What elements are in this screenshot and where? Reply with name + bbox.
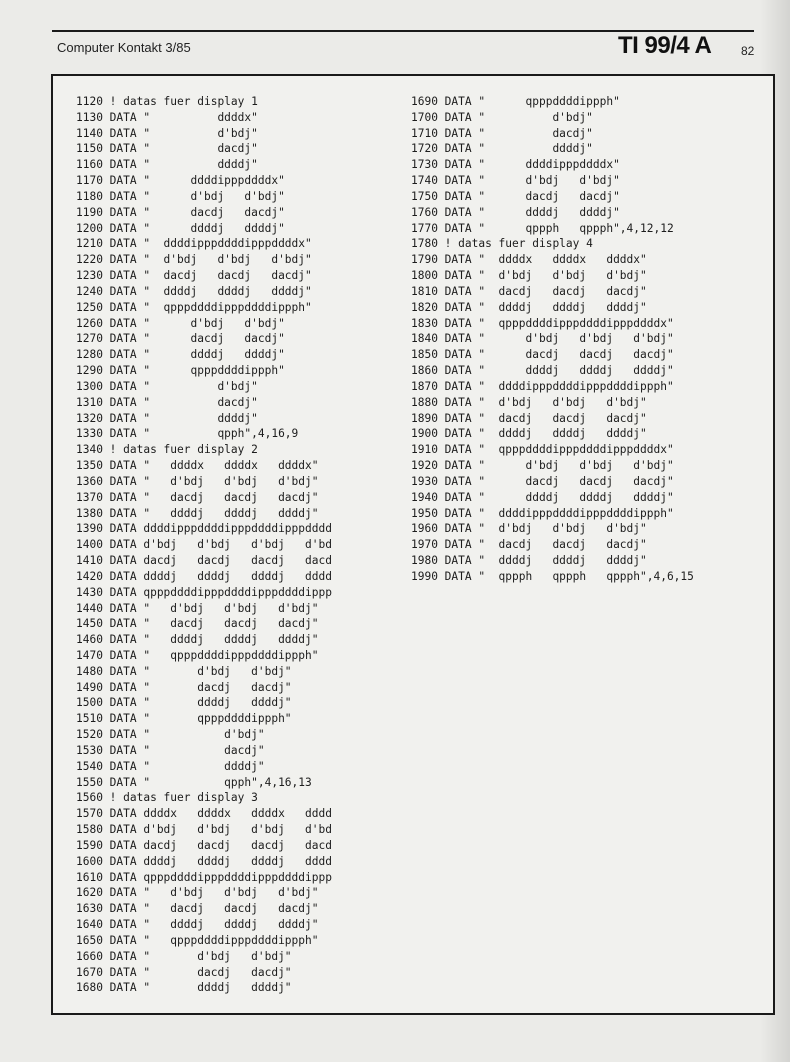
code-line: 1780 ! datas fuer display 4	[411, 237, 593, 251]
code-line: 1830 DATA " qpppddddipppddddipppddddx"	[411, 316, 674, 330]
code-line: 1440 DATA " d'bdj d'bdj d'bdj"	[76, 601, 319, 615]
code-line: 1990 DATA " qppph qppph qppph",4,6,15	[411, 569, 694, 583]
code-line: 1770 DATA " qppph qppph",4,12,12	[411, 221, 674, 235]
code-line: 1290 DATA " qpppddddippph"	[76, 364, 285, 378]
code-line: 1640 DATA " ddddj ddddj ddddj"	[76, 918, 319, 932]
code-line: 1160 DATA " ddddj"	[76, 158, 258, 172]
code-line: 1470 DATA " qpppddddipppddddippph"	[76, 648, 319, 662]
code-line: 1980 DATA " ddddj ddddj ddddj"	[411, 554, 647, 568]
code-line: 1460 DATA " ddddj ddddj ddddj"	[76, 633, 319, 647]
code-line: 1710 DATA " dacdj"	[411, 126, 593, 140]
code-line: 1910 DATA " qpppddddipppddddipppddddx"	[411, 443, 674, 457]
code-line: 1340 ! datas fuer display 2	[76, 443, 258, 457]
code-line: 1220 DATA " d'bdj d'bdj d'bdj"	[76, 253, 312, 267]
code-line: 1800 DATA " d'bdj d'bdj d'bdj"	[411, 269, 647, 283]
code-line: 1170 DATA " ddddipppddddx"	[76, 174, 285, 188]
code-line: 1150 DATA " dacdj"	[76, 142, 258, 156]
code-line: 1200 DATA " ddddj ddddj"	[76, 221, 285, 235]
code-line: 1180 DATA " d'bdj d'bdj"	[76, 189, 285, 203]
code-line: 1660 DATA " d'bdj d'bdj"	[76, 949, 292, 963]
code-line: 1940 DATA " ddddj ddddj ddddj"	[411, 490, 674, 504]
code-line: 1610 DATA qpppddddipppddddipppddddippp	[76, 870, 332, 884]
code-line: 1210 DATA " ddddipppddddipppddddx"	[76, 237, 312, 251]
code-line: 1890 DATA " dacdj dacdj dacdj"	[411, 411, 647, 425]
code-line: 1690 DATA " qpppddddippph"	[411, 95, 620, 108]
code-line: 1720 DATA " ddddj"	[411, 142, 593, 156]
code-line: 1250 DATA " qpppddddipppddddippph"	[76, 300, 312, 314]
code-line: 1140 DATA " d'bdj"	[76, 126, 258, 140]
code-line: 1500 DATA " ddddj ddddj"	[76, 696, 292, 710]
code-line: 1900 DATA " ddddj ddddj ddddj"	[411, 427, 647, 441]
code-line: 1670 DATA " dacdj dacdj"	[76, 965, 292, 979]
code-line: 1760 DATA " ddddj ddddj"	[411, 205, 620, 219]
code-line: 1530 DATA " dacdj"	[76, 743, 265, 757]
code-line: 1810 DATA " dacdj dacdj dacdj"	[411, 284, 647, 298]
code-line: 1420 DATA ddddj ddddj ddddj dddd	[76, 569, 332, 583]
code-line: 1230 DATA " dacdj dacdj dacdj"	[76, 269, 312, 283]
code-line: 1840 DATA " d'bdj d'bdj d'bdj"	[411, 332, 674, 346]
code-line: 1410 DATA dacdj dacdj dacdj dacd	[76, 554, 332, 568]
code-line: 1580 DATA d'bdj d'bdj d'bdj d'bd	[76, 823, 332, 837]
code-line: 1320 DATA " ddddj"	[76, 411, 258, 425]
code-line: 1570 DATA ddddx ddddx ddddx dddd	[76, 807, 332, 821]
code-line: 1300 DATA " d'bdj"	[76, 379, 258, 393]
code-line: 1930 DATA " dacdj dacdj dacdj"	[411, 474, 674, 488]
code-line: 1350 DATA " ddddx ddddx ddddx"	[76, 459, 319, 473]
code-line: 1360 DATA " d'bdj d'bdj d'bdj"	[76, 474, 319, 488]
code-line: 1970 DATA " dacdj dacdj dacdj"	[411, 538, 647, 552]
code-line: 1510 DATA " qpppddddippph"	[76, 712, 292, 726]
listing-right-column	[411, 94, 694, 585]
code-line: 1490 DATA " dacdj dacdj"	[76, 680, 292, 694]
code-line: 1190 DATA " dacdj dacdj"	[76, 205, 285, 219]
code-line: 1590 DATA dacdj dacdj dacdj dacd	[76, 838, 332, 852]
magazine-issue: Computer Kontakt 3/85	[57, 40, 191, 55]
section-title: TI 99/4 A	[618, 32, 712, 59]
code-line: 1370 DATA " dacdj dacdj dacdj"	[76, 490, 319, 504]
code-line: 1480 DATA " d'bdj d'bdj"	[76, 664, 292, 678]
code-line: 1380 DATA " ddddj ddddj ddddj"	[76, 506, 319, 520]
code-line: 1450 DATA " dacdj dacdj dacdj"	[76, 617, 319, 631]
code-line: 1730 DATA " ddddipppddddx"	[411, 158, 620, 172]
code-line: 1430 DATA qpppddddipppddddipppddddippp	[76, 585, 332, 599]
code-line: 1740 DATA " d'bdj d'bdj"	[411, 174, 620, 188]
code-line: 1310 DATA " dacdj"	[76, 395, 258, 409]
code-line: 1330 DATA " qpph",4,16,9	[76, 427, 299, 441]
code-line: 1240 DATA " ddddj ddddj ddddj"	[76, 284, 312, 298]
code-line: 1620 DATA " d'bdj d'bdj d'bdj"	[76, 886, 319, 900]
code-line: 1120 ! datas fuer display 1	[76, 95, 258, 108]
code-line: 1650 DATA " qpppddddipppddddippph"	[76, 933, 319, 947]
code-line: 1860 DATA " ddddj ddddj ddddj"	[411, 364, 674, 378]
code-line: 1700 DATA " d'bdj"	[411, 110, 593, 124]
code-line: 1750 DATA " dacdj dacdj"	[411, 189, 620, 203]
code-line: 1270 DATA " dacdj dacdj"	[76, 332, 285, 346]
code-line: 1390 DATA ddddipppddddipppddddipppdddd	[76, 522, 332, 536]
code-line: 1820 DATA " ddddj ddddj ddddj"	[411, 300, 647, 314]
code-line: 1880 DATA " d'bdj d'bdj d'bdj"	[411, 395, 647, 409]
code-line: 1630 DATA " dacdj dacdj dacdj"	[76, 902, 319, 916]
code-line: 1870 DATA " ddddipppddddipppddddippph"	[411, 379, 674, 393]
code-line: 1280 DATA " ddddj ddddj"	[76, 348, 285, 362]
code-line: 1960 DATA " d'bdj d'bdj d'bdj"	[411, 522, 647, 536]
code-line: 1920 DATA " d'bdj d'bdj d'bdj"	[411, 459, 674, 473]
code-line: 1540 DATA " ddddj"	[76, 759, 265, 773]
code-line: 1600 DATA ddddj ddddj ddddj dddd	[76, 854, 332, 868]
code-line: 1400 DATA d'bdj d'bdj d'bdj d'bd	[76, 538, 332, 552]
code-line: 1130 DATA " ddddx"	[76, 110, 258, 124]
code-line: 1950 DATA " ddddipppddddipppddddippph"	[411, 506, 674, 520]
code-line: 1550 DATA " qpph",4,16,13	[76, 775, 312, 789]
listing-left-column	[76, 94, 332, 996]
page-number: 82	[741, 44, 755, 58]
code-line: 1680 DATA " ddddj ddddj"	[76, 981, 292, 995]
code-line: 1560 ! datas fuer display 3	[76, 791, 258, 805]
code-line: 1260 DATA " d'bdj d'bdj"	[76, 316, 285, 330]
code-line: 1520 DATA " d'bdj"	[76, 728, 265, 742]
code-line: 1790 DATA " ddddx ddddx ddddx"	[411, 253, 647, 267]
code-line: 1850 DATA " dacdj dacdj dacdj"	[411, 348, 674, 362]
